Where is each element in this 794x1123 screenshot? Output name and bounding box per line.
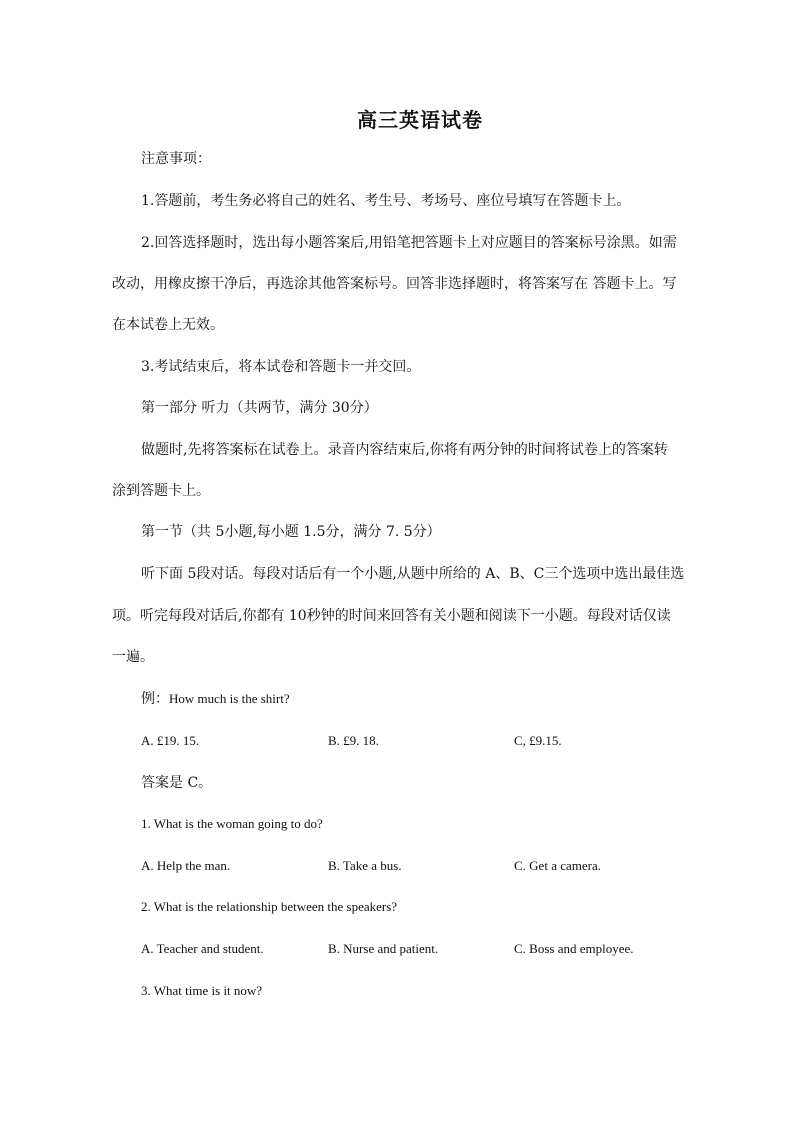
question-1-option-c: C. Get a camera.	[514, 858, 601, 873]
section-1-instructions-line-3: 一遍。	[112, 649, 154, 665]
notice-item-2-line-1: 2.回答选择题时，选出每小题答案后,用铅笔把答题卡上对应题目的答案标号涂黑。如需	[141, 235, 677, 251]
part-1-instructions-line-1: 做题时,先将答案标在试卷上。录音内容结束后,你将有两分钟的时间将试卷上的答案转	[141, 442, 668, 458]
page-title: 高三英语试卷	[357, 108, 483, 132]
part-1-instructions-line-2: 涂到答题卡上。	[112, 483, 210, 499]
question-2-option-a: A. Teacher and student.	[141, 941, 264, 956]
example-question-text: How much is the shirt?	[169, 691, 290, 706]
section-1-instructions-line-2: 项。听完每段对话后,你都有 10秒钟的时间来回答有关小题和阅读下一小题。每段对话仅读	[112, 608, 671, 624]
notice-item-2-line-3: 在本试卷上无效。	[112, 317, 224, 333]
example-option-b: B. £9. 18.	[328, 733, 379, 748]
notice-item-1: 1.答题前，考生务必将自己的姓名、考生号、考场号、座位号填写在答题卡上。	[141, 193, 631, 209]
notice-heading: 注意事项：	[141, 151, 211, 167]
question-2-option-c: C. Boss and employee.	[514, 941, 634, 956]
question-1-text: 1. What is the woman going to do?	[141, 816, 323, 831]
question-3-text: 3. What time is it now?	[141, 983, 263, 998]
example-question	[141, 689, 290, 709]
section-1-instructions-line-1: 听下面 5段对话。每段对话后有一个小题,从题中所给的 A、B、C三个选项中选出最佳选	[141, 566, 685, 582]
question-1-option-b: B. Take a bus.	[328, 858, 402, 873]
example-prefix: 例：	[141, 691, 169, 707]
example-option-a: A. £19. 15.	[141, 733, 200, 748]
example-option-c: C, £9.15.	[514, 733, 562, 748]
question-2-text: 2. What is the relationship between the speakers?	[141, 899, 398, 914]
part-1-heading: 第一部分 听力（共两节，满分 30分）	[141, 400, 378, 416]
section-1-heading: 第一节（共 5小题,每小题 1.5分，满分 7. 5分）	[141, 524, 441, 540]
notice-item-3: 3.考试结束后，将本试卷和答题卡一并交回。	[141, 359, 421, 375]
question-1-option-a: A. Help the man.	[141, 858, 231, 873]
example-answer: 答案是 C。	[141, 775, 213, 791]
question-2-option-b: B. Nurse and patient.	[328, 941, 439, 956]
notice-item-2-line-2: 改动，用橡皮擦干净后，再选涂其他答案标号。回答非选择题时，将答案写在 答题卡上。写	[112, 276, 677, 292]
